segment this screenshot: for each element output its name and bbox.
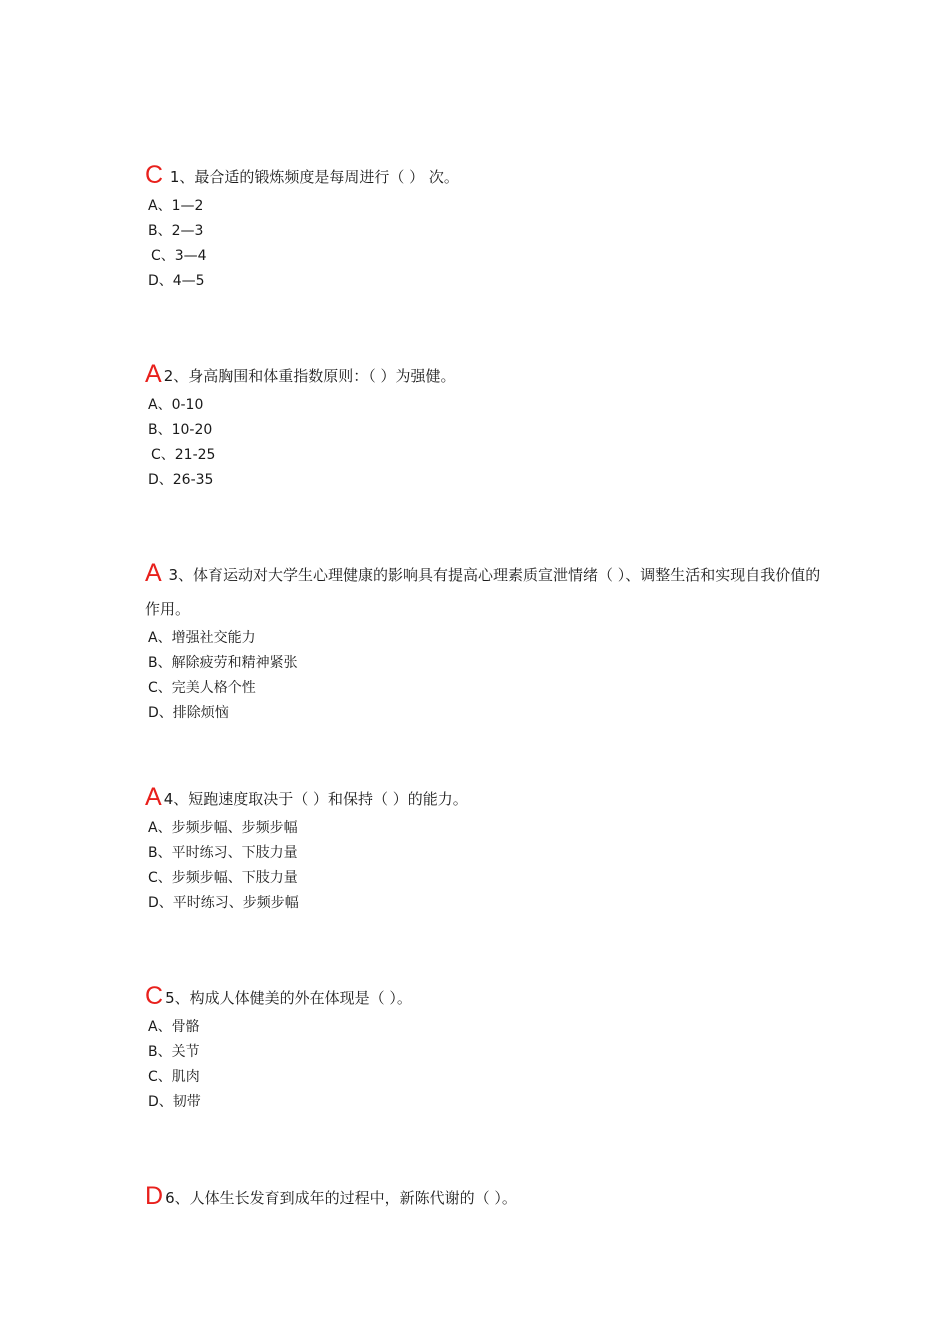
question-stem	[145, 981, 825, 1015]
option-d: D、26-35	[148, 472, 214, 488]
question-2	[145, 359, 825, 493]
question-text: 5、构成人体健美的外在体现是（ ）。	[165, 989, 412, 1007]
question-text: 3、体育运动对大学生心理健康的影响具有提高心理素质宣泄情绪（ ）、调整生活和实现自我价值的作用。	[145, 566, 821, 618]
option-c: C、21-25	[151, 447, 216, 463]
question-stem	[145, 1181, 825, 1215]
option-a: A、0-10	[148, 397, 204, 413]
answer-mark: C	[145, 161, 164, 189]
question-4	[145, 782, 825, 916]
option-c: C、完美人格个性	[148, 680, 256, 696]
option-a: A、增强社交能力	[148, 630, 256, 646]
option-a: A、1—2	[148, 198, 204, 214]
option-d: D、4—5	[148, 273, 205, 289]
question-stem	[145, 782, 825, 816]
question-stem	[145, 558, 825, 626]
answer-mark: A	[145, 360, 162, 388]
option-d: D、排除烦恼	[148, 705, 229, 721]
question-text: 2、身高胸围和体重指数原则：（ ）为强健。	[163, 367, 456, 385]
option-b: B、10-20	[148, 422, 213, 438]
question-text: 6、人体生长发育到成年的过程中，新陈代谢的（ ）。	[165, 1189, 517, 1207]
question-text: 1、最合适的锻炼频度是每周进行（ ） 次。	[165, 168, 459, 186]
option-list	[145, 1015, 825, 1115]
option-c: C、步频步幅、下肢力量	[148, 870, 298, 886]
question-stem	[145, 160, 825, 194]
question-3	[145, 558, 825, 726]
option-a: A、步频步幅、步频步幅	[148, 820, 298, 836]
option-list	[145, 393, 825, 493]
option-c: C、3—4	[151, 248, 207, 264]
option-list	[145, 194, 825, 294]
option-b: B、关节	[148, 1044, 200, 1060]
question-text: 4、短跑速度取决于（ ）和保持（ ）的能力。	[163, 790, 468, 808]
option-c: C、肌肉	[148, 1069, 200, 1085]
question-6	[145, 1181, 825, 1215]
option-d: D、韧带	[148, 1094, 201, 1110]
answer-mark: A	[145, 559, 162, 587]
option-b: B、2—3	[148, 223, 204, 239]
answer-mark: C	[145, 982, 164, 1010]
answer-mark: D	[145, 1182, 164, 1210]
option-b: B、解除疲劳和精神紧张	[148, 655, 298, 671]
option-list	[145, 816, 825, 916]
question-stem	[145, 359, 825, 393]
answer-mark: A	[145, 783, 162, 811]
option-d: D、平时练习、步频步幅	[148, 895, 299, 911]
option-list	[145, 626, 825, 726]
question-1	[145, 160, 825, 294]
option-b: B、平时练习、下肢力量	[148, 845, 298, 861]
question-5	[145, 981, 825, 1115]
option-a: A、骨骼	[148, 1019, 200, 1035]
